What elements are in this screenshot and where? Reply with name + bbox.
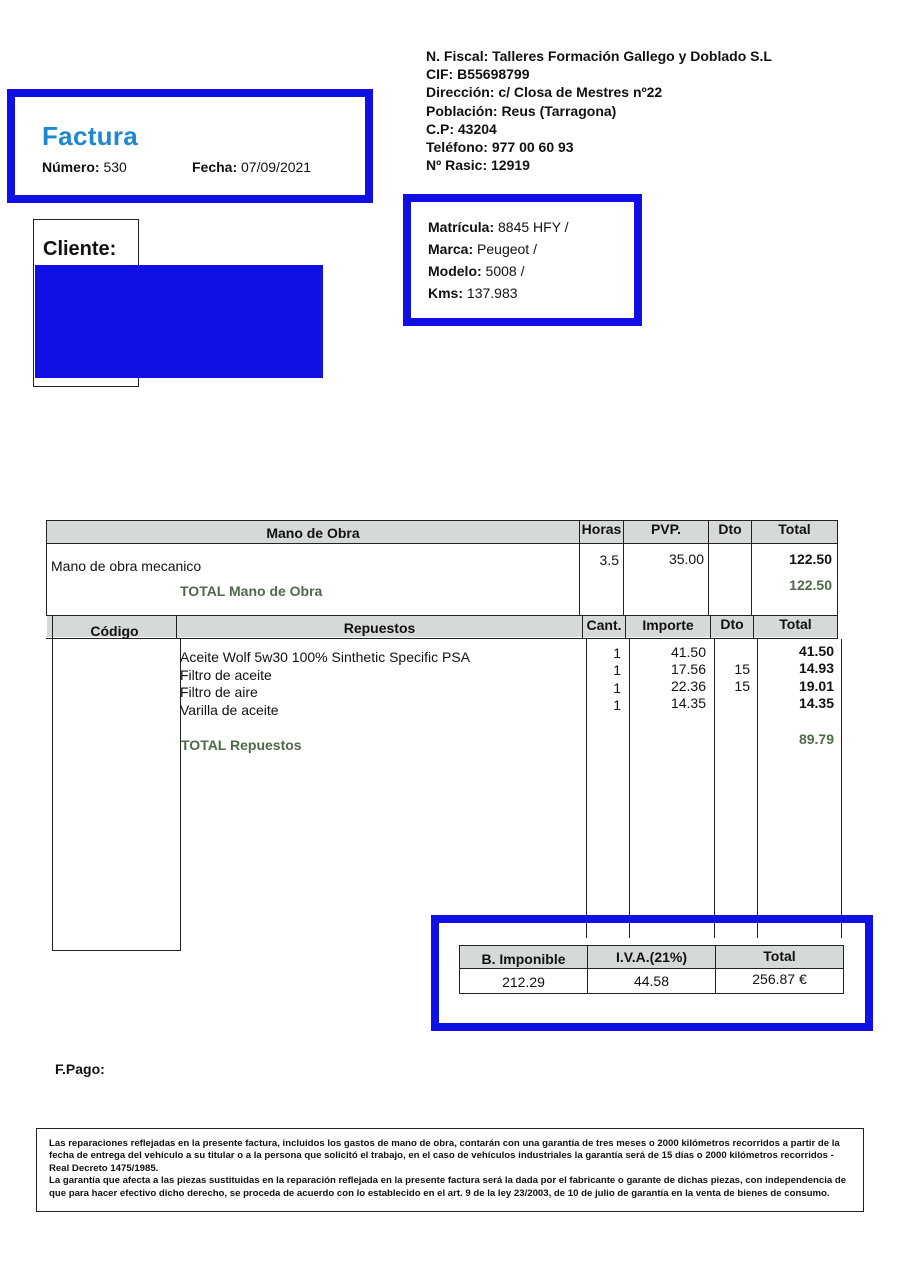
company-postcode: C.P: 43204 [426, 120, 497, 137]
summary-base-label: B. Imponible [481, 951, 566, 967]
part-total: 14.93 [798, 660, 834, 676]
vehicle-kms-value: 137.983 [466, 285, 518, 301]
part-total: 14.35 [798, 695, 834, 711]
company-rasic: Nº Rasic: 12919 [426, 157, 530, 174]
vehicle-highlight-box [403, 194, 642, 326]
summary-total-value: 256.87 € [752, 971, 807, 987]
vehicle-kms-label: Kms: [428, 285, 464, 301]
parts-header-amount: Importe [642, 617, 694, 633]
client-redaction [35, 265, 323, 378]
invoice-title: Factura [42, 121, 139, 151]
vehicle-kms [428, 285, 518, 301]
warranty-paragraph-2: La garantía que afecta a las piezas sustituidas en la reparación reflejada en la presente factura será la dada por el fabricante o garante de dichas piezas, con independencia de que para hacer efectivo dicho derecho, se proceda de acuerdo con lo establecido en el art. 9 de la ley 23/2003, de 10 de julio de garantía en la venta de bienes de consumo. [49, 1175, 847, 1199]
labour-total: 122.50 [789, 551, 832, 567]
part-qty: 1 [613, 645, 621, 661]
client-label: Cliente: [43, 238, 117, 260]
parts-header-desc: Repuestos [343, 620, 416, 636]
labour-header-hours: Horas [581, 521, 622, 537]
part-amount: 17.56 [670, 661, 706, 677]
labour-header-pvp: PVP. [650, 521, 682, 537]
company-cif: CIF: B55698799 [426, 66, 530, 83]
parts-total-label: TOTAL Repuestos [181, 737, 302, 753]
warranty-paragraph-1: Las reparaciones reflejadas en la presente factura, incluidos los gastos de mano de obra, contarán con una garantía de tres meses o 2000 kilómetros recorridos a partir de la fecha de entrega del vehículo a su titular o a la persona que solicitó el trabajo, en el caso de vehículos industriales la garantía será de 15 días o 2000 kilómetros recorridos -Real Decreto 1475/1985. [49, 1138, 840, 1174]
part-total: 19.01 [798, 678, 834, 694]
part-amount: 14.35 [670, 695, 706, 711]
part-qty: 1 [613, 680, 621, 696]
part-total: 41.50 [798, 643, 834, 659]
labour-header-total: Total [778, 521, 811, 537]
parts-header-qty: Cant. [586, 617, 622, 633]
part-qty: 1 [613, 697, 621, 713]
vehicle-plate [428, 219, 569, 235]
company-name: N. Fiscal: Talleres Formación Gallego y Doblado S.L [426, 48, 772, 64]
part-dto: 15 [734, 678, 750, 694]
part-qty: 1 [613, 662, 621, 678]
summary-total-label: Total [763, 948, 796, 964]
invoice-date [192, 159, 311, 175]
payment-label: F.Pago: [55, 1061, 105, 1077]
part-amount: 41.50 [670, 644, 706, 660]
invoice-number-value: 530 [103, 159, 127, 175]
parts-total-value: 89.79 [798, 731, 834, 747]
vehicle-make-label: Marca: [428, 241, 474, 257]
summary-base-value: 212.29 [502, 974, 545, 990]
parts-header-code: Código [90, 623, 139, 639]
company-city: Población: Reus (Tarragona) [426, 102, 617, 119]
warranty-notice [36, 1128, 864, 1212]
vehicle-plate-value: 8845 HFY / [498, 219, 569, 235]
labour-total-value: 122.50 [789, 577, 832, 593]
company-info [426, 47, 772, 174]
labour-hours: 3.5 [599, 552, 619, 568]
labour-header-dto: Dto [718, 521, 742, 537]
vehicle-model [428, 263, 524, 279]
invoice-number [42, 159, 127, 175]
invoice-date-label: Fecha: [192, 159, 238, 175]
vehicle-make [428, 241, 537, 257]
part-desc: Filtro de aire [180, 684, 258, 700]
summary-iva-value: 44.58 [633, 973, 670, 989]
labour-total-label: TOTAL Mano de Obra [180, 583, 323, 599]
parts-header-dto: Dto [720, 616, 744, 632]
parts-header-total: Total [779, 616, 812, 632]
part-desc: Varilla de aceite [180, 702, 279, 718]
vehicle-model-label: Modelo: [428, 263, 482, 279]
labour-header-desc: Mano de Obra [266, 525, 360, 541]
vehicle-make-value: Peugeot / [477, 241, 537, 257]
invoice-date-value: 07/09/2021 [241, 159, 312, 175]
company-phone: Teléfono: 977 00 60 93 [426, 139, 574, 156]
part-desc: Aceite Wolf 5w30 100% Sinthetic Specific PSA [180, 649, 471, 665]
summary-iva-label: I.V.A.(21%) [615, 949, 688, 965]
part-desc: Filtro de aceite [180, 667, 272, 683]
labour-desc: Mano de obra mecanico [51, 558, 202, 574]
labour-pvp: 35.00 [668, 551, 704, 567]
part-amount: 22.36 [670, 678, 706, 694]
invoice-number-label: Número: [42, 159, 100, 175]
vehicle-plate-label: Matrícula: [428, 219, 495, 235]
company-address: Dirección: c/ Closa de Mestres nº22 [426, 84, 663, 101]
vehicle-model-value: 5008 / [485, 263, 525, 279]
part-dto: 15 [734, 661, 750, 677]
